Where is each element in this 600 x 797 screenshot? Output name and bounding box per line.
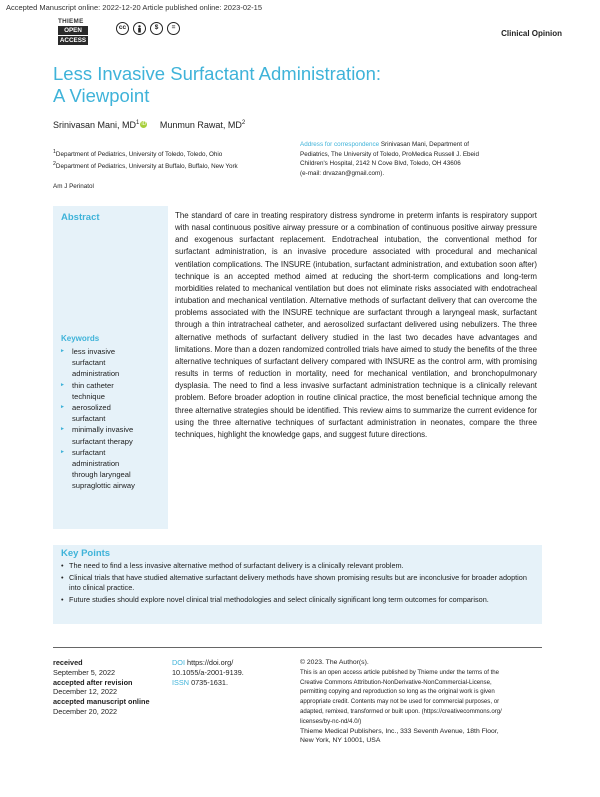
author-list (53, 120, 245, 130)
key-point-item: • Future studies should explore novel clinical trial methodologies and select clinically significant long term outcomes for comparison. (60, 595, 537, 606)
affiliation-item (53, 148, 238, 160)
publisher-line: New York, NY 10001, USA (300, 737, 381, 745)
logo-open-text: OPEN (58, 26, 88, 35)
issn-value: 0735-1631. (191, 677, 228, 687)
doi-url[interactable]: https://doi.org/ (187, 658, 234, 667)
keyword-item: ► less invasive surfactant administration (60, 346, 165, 380)
correspondence-label: Address for correspondence (300, 141, 380, 148)
cc-icon: cc (116, 22, 129, 35)
correspondence-line: Srinivasan Mani, Department of (380, 141, 470, 148)
key-points-list (60, 561, 537, 606)
affiliation-sup: 1 (136, 120, 140, 126)
affiliation-number: 2 (53, 160, 56, 167)
copyright-block (300, 658, 550, 746)
affiliation-number: 1 (53, 149, 56, 155)
received-date: September 5, 2022 (53, 667, 116, 677)
footer-divider (53, 647, 542, 648)
article-history (53, 658, 150, 717)
thieme-open-access-logo (58, 18, 88, 45)
doi-block (172, 658, 244, 687)
accepted-manuscript-date: December 20, 2022 (53, 706, 118, 716)
affiliation-item (53, 160, 238, 172)
license-text: This is an open access article published by Thieme under the terms of the Creative Commons Attribution-NonDerivative-NonCommercial-License, permitting copying and reproduction so long as the original work is given appropriate credit. Contents may not be used for commercial purposes, or adapted, remixed, transformed or built upon. (https://creativecommons.org/ licenses/by-nc-nd/4.0/) (300, 668, 502, 725)
title-line-1: Less Invasive Surfactant Administration: (53, 63, 382, 84)
nc-icon: $ (150, 22, 163, 35)
abstract-heading: Abstract (61, 212, 100, 223)
affiliations (53, 148, 238, 171)
creative-commons-icons (116, 22, 180, 35)
article-title (53, 63, 493, 107)
issn-label: ISSN (172, 677, 190, 687)
manuscript-dates-line: Accepted Manuscript online: 2022-12-20 Article published online: 2023-02-15 (6, 3, 262, 12)
title-line-2: A Viewpoint (53, 85, 150, 106)
correspondence-address (300, 140, 560, 178)
key-point-item: • The need to find a less invasive alternative method of surfactant delivery is a clinically relevant problem. (60, 561, 537, 572)
correspondence-line: Pediatrics, The University of Toledo, ProMedica Russell J. Ebeid (300, 150, 479, 158)
revision-label: accepted after revision (53, 677, 133, 687)
keyword-item: ► surfactant administration through laryngeal supraglottic airway (60, 447, 165, 492)
orcid-icon[interactable]: iD (141, 121, 147, 127)
copyright-line: © 2023. The Author(s). (300, 659, 369, 666)
received-label: received (53, 658, 83, 667)
doi-label: DOI (172, 658, 185, 667)
logo-access-text: ACCESS (59, 37, 87, 44)
correspondence-line: Children's Hospital, 2142 N Cove Blvd, Toledo, OH 43606 (300, 160, 461, 168)
affiliation-sup: 2 (241, 120, 246, 126)
logo-brand-text: THIEME (58, 18, 84, 25)
by-icon (133, 22, 146, 35)
publisher-line: Thieme Medical Publishers, Inc., 333 Seventh Avenue, 18th Floor, (300, 727, 499, 735)
section-label: Clinical Opinion (501, 29, 562, 38)
keywords-heading: Keywords (61, 334, 100, 343)
keyword-item: ► aerosolized surfactant (60, 402, 165, 424)
keyword-list (60, 346, 165, 492)
revision-date: December 12, 2022 (53, 687, 118, 697)
author-name: Munmun Rawat, MD (159, 120, 242, 130)
doi-value[interactable]: 10.1055/a-2001-9139. (172, 667, 244, 677)
journal-name: Am J Perinatol (53, 183, 94, 190)
affiliation-text: Department of Pediatrics, University at Buffalo, Buffalo, New York (55, 162, 238, 170)
abstract-text: The standard of care in treating respiratory distress syndrome in preterm infants is respiratory support with nasal continuous positive airway pressure or a combination of continuous positive airway pressure and exogenous surfactant replacement. Endotracheal intubation, the conventional method for surfactant administration, is an invasive procedure associated with procedural and mechanical ventilation complications. The INSURE (intubation, surfactant administration, and extubation soon after) technique is an accepted method aimed at reducing the short-term complications and long-term morbidities related to mechanical ventilation but does not eliminate risks associated with endotracheal intubation and mechanical ventilation. Alternative methods of surfactant delivery that can overcome the problems associated with the INSURE technique are surfactant through a laryngeal mask, surfactant through a thin intratracheal catheter, and aerosolized surfactant delivered using nebulizers. The three alternative methods of surfactant delivery studied in the last two decades have advantages and limitations. More than a dozen randomized controlled trials have aimed to study the benefits of the three alternative techniques of surfactant delivery compared with INSURE as the control arm, with promising results in terms of reduction in mortality, need for mechanical ventilation, and bronchopulmonary dysplasia. The need to find a less invasive surfactant administration technique is a clinically relevant problem. Before broader adoption in routine clinical practice, the most beneficial technique among the three alternative strategies should be identified. This review aims to summarize the current evidence for using the three alternative techniques of surfactant administration in neonates, compare the three techniques, highlight the knowledge gaps, and suggest future directions. (175, 211, 537, 439)
keyword-item: ► minimally invasive surfactant therapy (60, 424, 165, 446)
accepted-manuscript-label: accepted manuscript online (53, 697, 150, 707)
author-name: Srinivasan Mani, MD (53, 120, 137, 130)
nd-icon: = (167, 22, 180, 35)
correspondence-email[interactable]: (e-mail: drvazan@gmail.com). (300, 169, 385, 177)
key-point-item: • Clinical trials that have studied alternative surfactant delivery methods have shown promising results but are inconclusive for broader adoption into clinical practice. (60, 573, 537, 594)
affiliation-text: Department of Pediatrics, University of Toledo, Toledo, Ohio (55, 151, 223, 159)
keyword-item: ► thin catheter technique (60, 380, 165, 402)
key-points-heading: Key Points (61, 548, 111, 559)
